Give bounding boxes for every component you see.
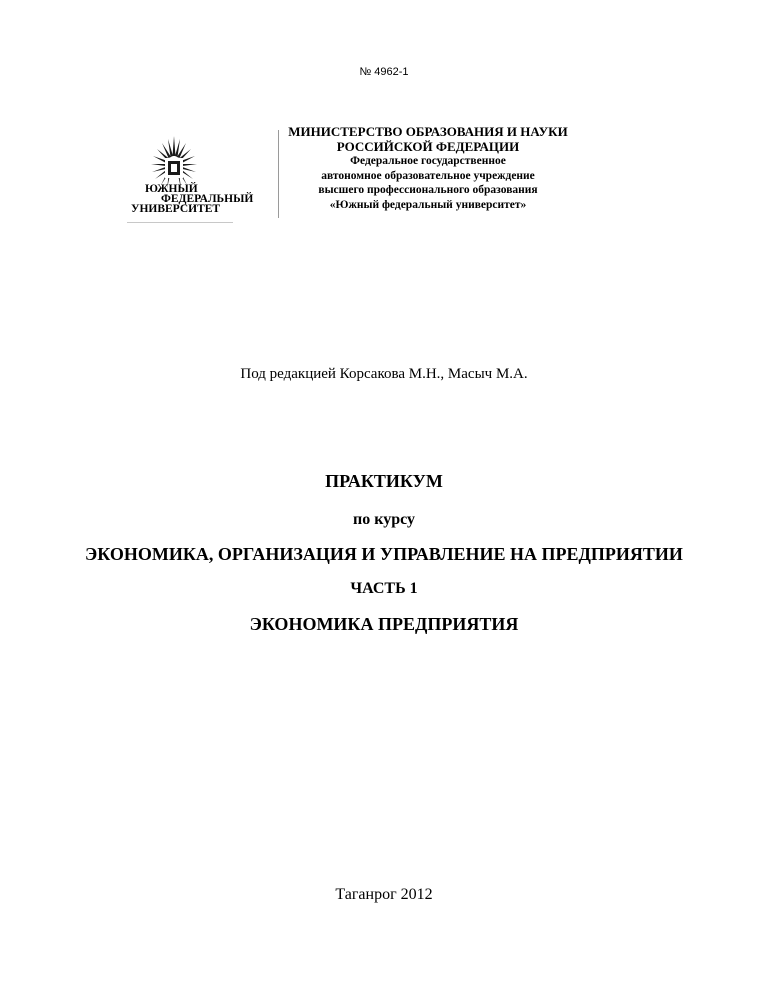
- logo-underline: [127, 222, 233, 223]
- city-year: Таганрог 2012: [335, 886, 433, 903]
- university-emblem-icon: [149, 134, 199, 190]
- logo-text-line-2: ФЕДЕРАЛЬНЫЙ: [161, 193, 254, 205]
- ministry-line-3: Федеральное государственное: [350, 155, 506, 167]
- document-type-title: ПРАКТИКУМ: [325, 471, 443, 491]
- ministry-line-2: РОССИЙСКОЙ ФЕДЕРАЦИИ: [336, 138, 520, 154]
- document-number: № 4962-1: [359, 66, 409, 78]
- ministry-line-5: высшего профессионального образования: [318, 184, 538, 196]
- logo-text-line-3: УНИВЕРСИТЕТ: [131, 203, 221, 215]
- course-name: ЭКОНОМИКА, ОРГАНИЗАЦИЯ И УПРАВЛЕНИЕ НА ПРЕДПРИЯТИИ: [85, 544, 683, 564]
- course-prefix: по курсу: [353, 511, 415, 528]
- ministry-line-4: автономное образовательное учреждение: [321, 169, 535, 182]
- ministry-line-1: МИНИСТЕРСТВО ОБРАЗОВАНИЯ И НАУКИ: [288, 124, 568, 139]
- ministry-header: [258, 125, 598, 212]
- title-block: [0, 470, 768, 634]
- editors-line: Под редакцией Корсакова М.Н., Масыч М.А.: [240, 366, 528, 382]
- part-title: ЭКОНОМИКА ПРЕДПРИЯТИЯ: [249, 614, 519, 634]
- part-number: ЧАСТЬ 1: [350, 580, 418, 597]
- ministry-line-6: «Южный федеральный университет»: [329, 198, 527, 211]
- logo-text-line-1: ЮЖНЫЙ: [145, 183, 198, 195]
